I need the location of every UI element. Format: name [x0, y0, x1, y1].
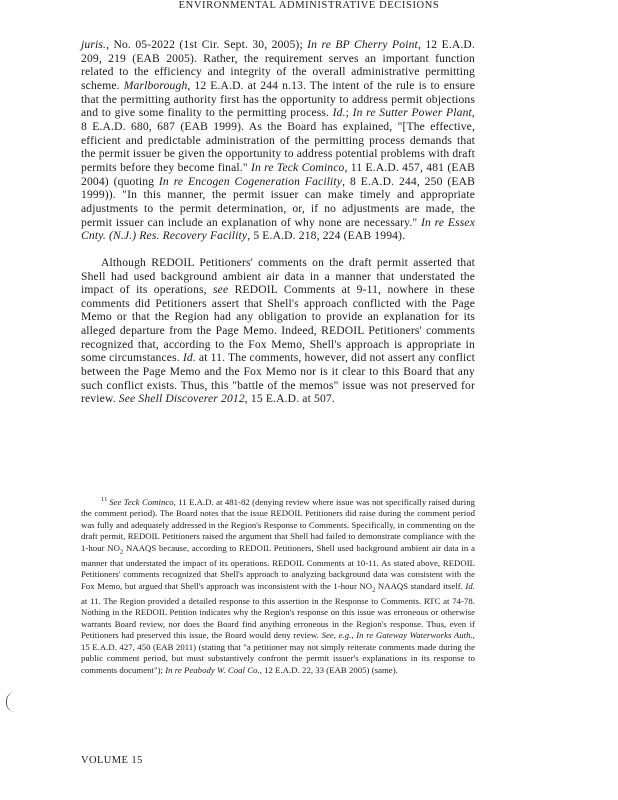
text-run: , 12 E.A.D. 22, 33 (EAB 2005) (same).	[259, 664, 398, 675]
citation-text: juris.	[81, 38, 107, 51]
citation-text: In re Peabody W. Coal Co.	[165, 664, 260, 675]
text-run: , 12 E.A.D. at 244 n.13. The intent of the rule is to ensure that the permitting authority first has the opportunity to address permit objections and to give some finality to the permitting process.	[81, 78, 476, 120]
text-run: at 11. The Region provided a detailed response to this assertion in the Response to Comments. RTC at 74-78. Nothing in the REDOIL Petition indicates why the Region's response on this issue was erroneous or otherwise warrants Board review, nor does the Board find anything erroneous in the Region's response. Thus, even if Petitioners had preserved this issue, the Board would deny review.	[81, 595, 475, 641]
footnote-11	[81, 494, 475, 676]
subscript: 2	[372, 586, 376, 594]
subscript: 2	[119, 548, 124, 556]
text-run: , 11 E.A.D. 457, 481 (EAB 2004) (quoting	[81, 160, 475, 188]
text-run: Although REDOIL Petitioners' comments on the draft permit asserted that Shell had used background ambient air data in a manner that understated the impact of its operations,	[81, 255, 475, 297]
citation-text: In re Teck Cominco	[250, 160, 345, 174]
text-run: , 5 E.A.D. 218, 224 (EAB 1994).	[247, 229, 406, 243]
text-run: , 8 E.A.D. 680, 687 (EAB 1999). As the Board has explained, "[The effective, efficient and predictable administration of the permitting process demands that the permit issuer be given the opportunity to address potential problems with draft permits before they become final."	[81, 106, 475, 174]
text-run: , 11 E.A.D. at 481-82 (denying review where issue was not specifically raised during the comment period). The Board notes that the issue REDOIL Petitioners did raise during the comment period was fully and adequately addressed in the Region's Response to Comments. Specifically, in commenting on the draft permit, REDOIL Petitioners raised the argument that Shell had failed to demonstrate compliance with the 1-hour NO	[81, 496, 475, 553]
footnote-number: 11	[101, 496, 110, 503]
text-run: , 12 E.A.D. 209, 219 (EAB 2005). Rather, the requirement serves an important function related to the efficiency and integrity of the overall administrative permitting scheme.	[81, 38, 476, 92]
margin-bracket-mark	[6, 692, 15, 712]
volume-footer: VOLUME 15	[81, 755, 143, 766]
text-run: , 8 E.A.D. 244, 250 (EAB 1999)). "In this manner, the permit issuer can make timely and appropriate adjustments to the permit determination, or, if no adjustments are made, the permit issuer can include an explanation of why none are necessary."	[81, 174, 475, 229]
running-head: ENVIRONMENTAL ADMINISTRATIVE DECISIONS	[178, 0, 440, 11]
citation-text: Id.	[182, 351, 196, 365]
citation-text: In re Encogen Cogeneration Facility	[158, 174, 343, 188]
text-run: NAAQS because, according to REDOIL Petitioners, Shell used background ambient air data in a manner that understated the impact of its operations. REDOIL Comments at 10-11. As stated above, REDOIL Petitioners' comments recognized that Shell's approach to analyzing background data was consistent with the Fox Memo, but argued that Shell's approach was inconsistent with the 1-hour NO	[81, 542, 475, 591]
text-run: , No. 05-2022 (1st Cir. Sept. 30, 2005);	[106, 38, 308, 51]
citation-text: Id.	[465, 580, 475, 591]
paragraph-1	[81, 38, 475, 243]
paragraph-2	[81, 256, 475, 406]
text-run: ;	[345, 106, 353, 120]
text-run: , 15 E.A.D. at 507.	[244, 392, 335, 406]
text-run: REDOIL Comments at 9-11, nowhere in these comments did Petitioners assert that Shell's approach conflicted with the Page Memo or that the Region had any obligation to provide an explanation for its alleged departure from the Page Memo. Indeed, REDOIL Petitioners' comments recognized that, according to the Fox Memo, Shell's approach is appropriate in some circumstances.	[81, 283, 475, 365]
citation-text: See Teck Cominco	[109, 496, 174, 507]
citation-text: See Shell Discoverer 2012	[118, 392, 245, 406]
citation-text: In re Sutter Power Plant	[352, 106, 472, 120]
citation-text: See, e.g., In re Gateway Waterworks Auth.	[321, 630, 473, 641]
text-run: NAAQS standard itself.	[375, 580, 466, 591]
opinion-body	[81, 38, 475, 406]
text-run: at 11. The comments, however, did not assert any conflict between the Page Memo and the Fox Memo nor is it clear to this Board that any such conflict exists. Thus, this "battle of the memos" issue was not preserved for review.	[81, 351, 475, 406]
citation-text: Marlborough	[123, 78, 188, 92]
citation-text: In re BP Cherry Point	[307, 38, 418, 51]
footnote-text	[81, 494, 475, 676]
citation-text: Id.	[332, 106, 346, 120]
citation-text: In re Essex Cnty. (N.J.) Res. Recovery Facility	[81, 215, 475, 243]
citation-text: see	[212, 283, 229, 297]
text-run: , 15 E.A.D. 427, 450 (EAB 2011) (stating that "a petitioner may not simply reiterate comments made during the public comment period, but must substantively confront the permit issuer's explanations in its response to comments document");	[81, 630, 475, 675]
